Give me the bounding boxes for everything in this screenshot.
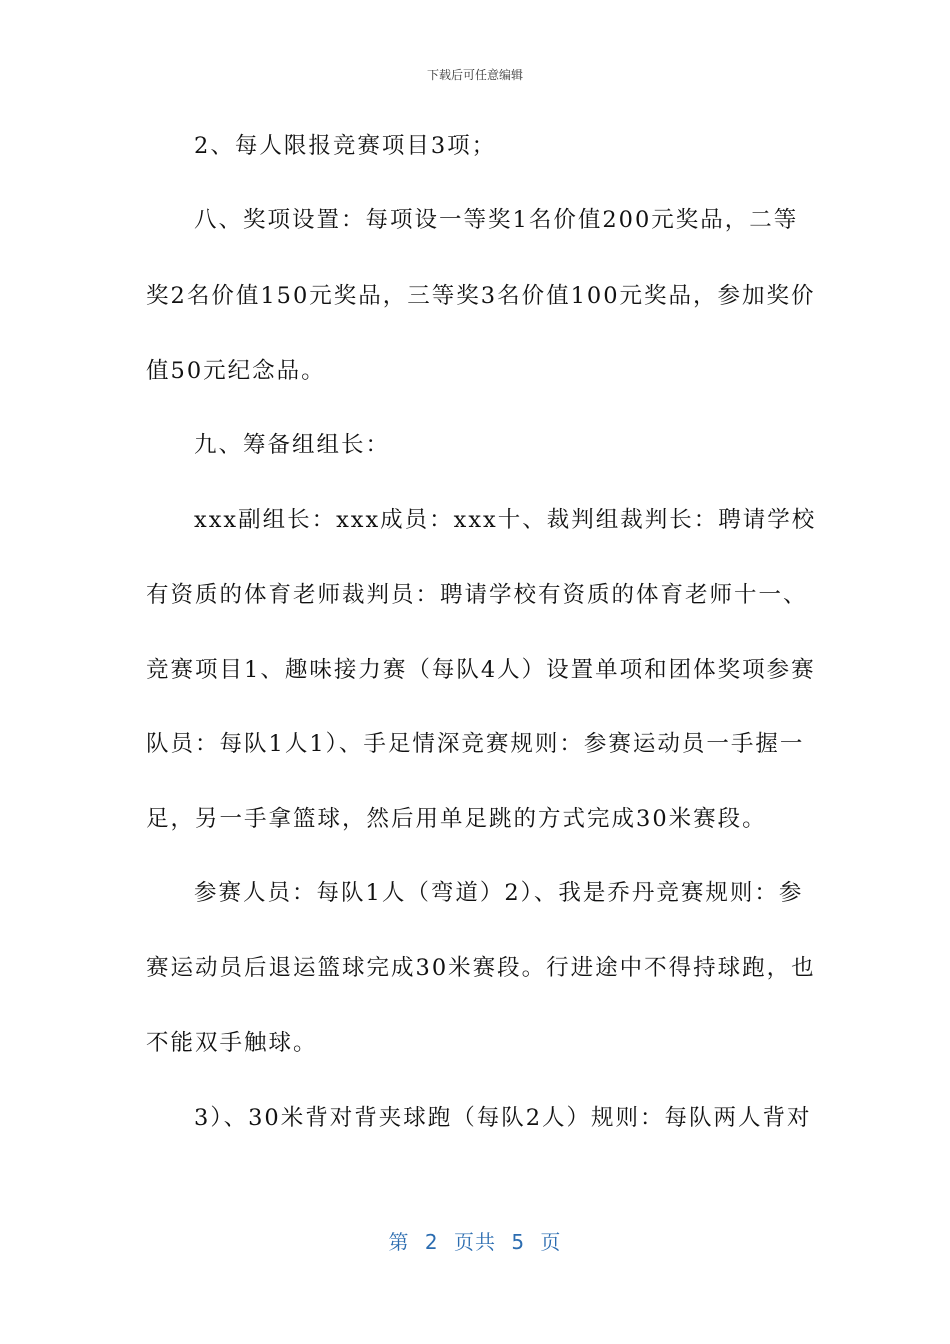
body-line-3: 奖2名价值150元奖品，三等奖3名价值100元奖品，参加奖价 [146,283,816,309]
body-line-8: 竞赛项目1、趣味接力赛（每队4人）设置单项和团体奖项参赛 [146,657,816,683]
body-line-5: 九、筹备组组长： [194,432,391,458]
body-line-11: 参赛人员：每队1人（弯道）2）、我是乔丹竞赛规则：参 [194,880,804,906]
body-line-9: 队员：每队1人1）、手足情深竞赛规则：参赛运动员一手握一 [146,731,805,757]
body-line-2: 八、奖项设置：每项设一等奖1名价值200元奖品，二等 [194,207,799,233]
body-line-4: 值50元纪念品。 [146,358,326,384]
body-line-13: 不能双手触球。 [146,1030,318,1056]
body-line-14: 3）、30米背对背夹球跑（每队2人）规则：每队两人背对 [194,1105,812,1131]
body-line-6: xxx副组长：xxx成员：xxx十、裁判组裁判长：聘请学校 [194,507,817,533]
page-number-footer: 第 2 页共 5 页 [388,1230,562,1254]
body-line-12: 赛运动员后退运篮球完成30米赛段。行进途中不得持球跑，也 [146,955,816,981]
page-header: 下载后可任意编辑 [426,68,523,82]
body-line-1: 2、每人限报竞赛项目3项； [194,133,497,159]
body-line-7: 有资质的体育老师裁判员：聘请学校有资质的体育老师十一、 [146,582,808,608]
body-line-10: 足，另一手拿篮球，然后用单足跳的方式完成30米赛段。 [146,806,767,832]
